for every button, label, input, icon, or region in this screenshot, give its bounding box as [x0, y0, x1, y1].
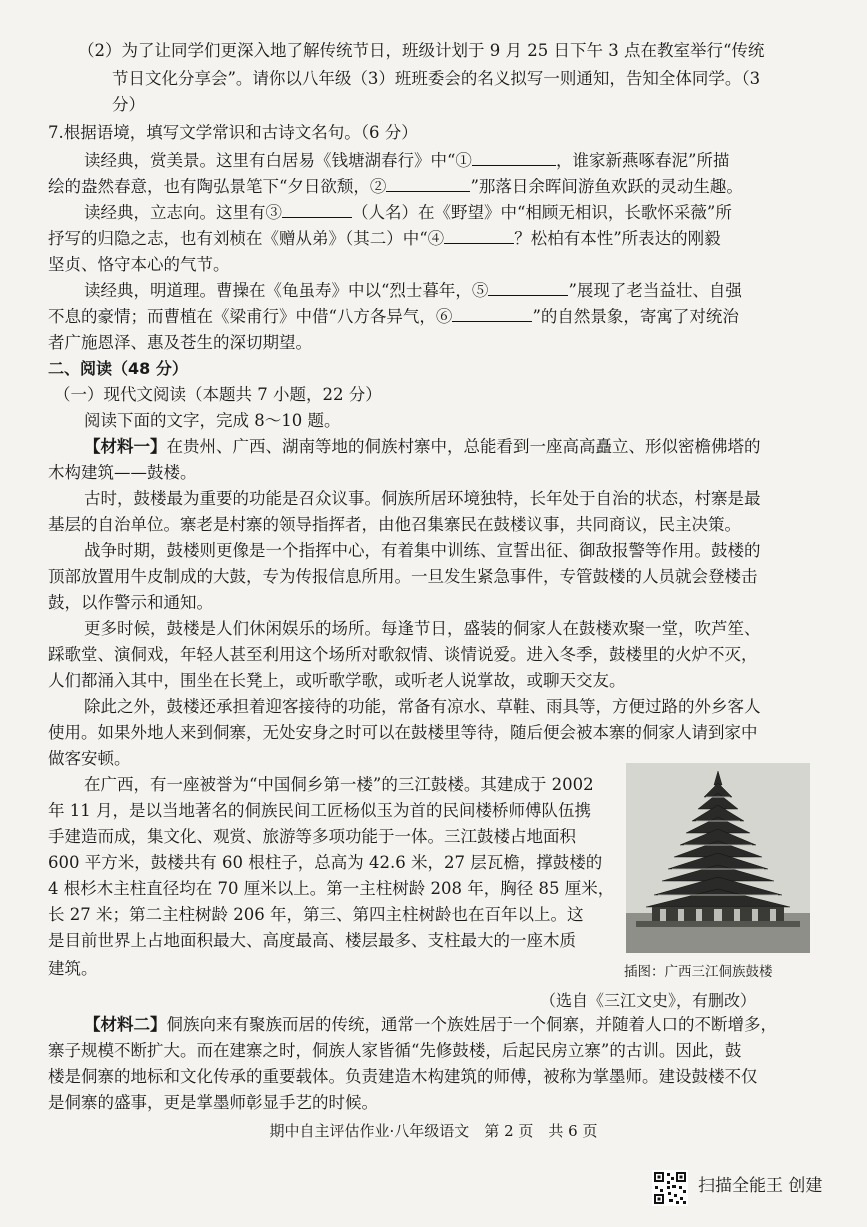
material2-text: 侗族向来有聚族而居的传统，通常一个族姓居于一个侗寨，并随着人口的不断增多， — [166, 1015, 777, 1034]
q7-p1-text-b: ，谁家新燕啄春泥”所描 — [555, 151, 730, 170]
material1-line3: 古时，鼓楼最为重要的功能是召众议事。侗族所居环境独特，长年处于自治的状态，村寨是最 — [84, 489, 761, 508]
material2-line4: 是侗寨的盛事，更是掌墨师彰显手艺的时候。 — [48, 1093, 378, 1112]
q7-p3-text-d: ”的自然景象，寄寓了对统治 — [532, 307, 739, 326]
material2-line1 — [84, 1014, 829, 1036]
material1-source: （选自《三江文史》，有删改） — [540, 991, 757, 1010]
material1-line21: 建筑。 — [48, 959, 98, 978]
material1-line17: 600 平方米，鼓楼共有 60 根柱子，总高为 42.6 米，27 层瓦檐，撑鼓楼的 — [48, 853, 603, 872]
figure-caption: 插图：广西三江侗族鼓楼 — [624, 964, 773, 980]
q6-2-line2: 节日文化分享会”。请你以八年级（3）班班委会的名义拟写一则通知，告知全体同学。（3 — [112, 69, 761, 88]
material1-line5: 战争时期，鼓楼则更像是一个指挥中心，有着集中训练、宣誓出征、御敌报警等作用。鼓楼的 — [84, 541, 761, 560]
material1-line12: 使用。如果外地人来到侗寨，无处安身之时可以在鼓楼里等待，随后便会被本寨的侗家人请到家中 — [48, 723, 758, 742]
material1-line14: 在广西，有一座被誉为“中国侗乡第一楼”的三江鼓楼。其建成于 2002 — [84, 775, 594, 794]
q6-2-line3: 分） — [112, 95, 145, 114]
material1-label: 【材料一】 — [84, 437, 167, 456]
q7-p2-line1 — [84, 202, 829, 224]
material1-line10: 人们都涌入其中，围坐在长凳上，或听歌学歌，或听老人说掌故，或聊天交友。 — [48, 671, 626, 690]
drum-tower-illustration — [626, 763, 810, 953]
material1-text: 在贵州、广西、湖南等地的侗族村寨中，总能看到一座高高矗立、形似密檐佛塔的 — [166, 437, 761, 456]
section-subtitle: （一）现代文阅读（本题共 7 小题，22 分） — [54, 385, 382, 404]
q7-p2-line3: 坚贞、恪守本心的气节。 — [48, 255, 230, 274]
q7-p2-text-b: （人名）在《野望》中“相顾无相识，长歌怀采薇”所 — [352, 203, 732, 222]
q7-p3-line1 — [84, 280, 829, 302]
answer-blank-3[interactable] — [282, 202, 352, 218]
material1-line8: 更多时候，鼓楼是人们休闲娱乐的场所。每逢节日，盛装的侗家人在鼓楼欢聚一堂，吹芦笙、 — [84, 619, 761, 638]
material1-line6: 顶部放置用牛皮制成的大鼓，专为传报信息所用。一旦发生紧急事件，专管鼓楼的人员就会登楼击 — [48, 567, 758, 586]
material2-line3: 楼是侗寨的地标和文化传承的重要载体。负责建造木构建筑的师傅，被称为掌墨师。建设鼓楼不仅 — [48, 1067, 758, 1086]
answer-blank-1[interactable] — [472, 150, 556, 166]
material2-label: 【材料二】 — [84, 1015, 167, 1034]
section-title: 二、阅读（48 分） — [48, 359, 188, 378]
answer-blank-5[interactable] — [488, 280, 568, 296]
material2-line2: 寨子规模不断扩大。而在建寨之时，侗族人家皆循“先修鼓楼，后起民房立寨”的古训。因此，鼓 — [48, 1041, 742, 1060]
q7-p1-text-d: ”那落日余晖间游鱼欢跃的灵动生趣。 — [470, 177, 743, 196]
q7-p3-line2 — [48, 306, 829, 328]
q6-2-line1: （2）为了让同学们更深入地了解传统节日，班级计划于 9 月 25 日下午 3 点在教室举行“传统 — [78, 41, 765, 60]
material1-line9: 踩歌堂、演侗戏，年轻人甚至利用这个场所对歌叙情、谈情说爱。进入冬季，鼓楼里的火炉不灭， — [48, 645, 758, 664]
q7-p3-text-c: 不息的豪情；而曹植在《梁甫行》中借“八方各异气，⑥ — [48, 307, 453, 326]
material1-line4: 基层的自治单位。寨老是村寨的领导指挥者，由他召集寨民在鼓楼议事，共同商议，民主决策。 — [48, 515, 741, 534]
q7-p3-line3: 者广施恩泽、惠及苍生的深切期望。 — [48, 333, 312, 352]
q7-p1-text-a: 读经典，赏美景。这里有白居易《钱塘湖春行》中“① — [84, 151, 472, 170]
material1-line13: 做客安顿。 — [48, 749, 131, 768]
q7-p1-line2 — [48, 176, 829, 198]
q7-p2-text-a: 读经典，立志向。这里有③ — [84, 203, 282, 222]
q7-title: 7.根据语境，填写文学常识和古诗文名句。（6 分） — [48, 123, 418, 142]
page-footer: 期中自主评估作业·八年级语文 第 2 页 共 6 页 — [269, 1122, 598, 1140]
material1-line16: 手建造而成，集文化、观赏、旅游等多项功能于一体。三江鼓楼占地面积 — [48, 827, 576, 846]
q7-p1-text-c: 绘的盎然春意，也有陶弘景笔下“夕日欲颓，② — [48, 177, 387, 196]
q7-p3-text-a: 读经典，明道理。曹操在《龟虽寿》中以“烈士暮年，⑤ — [84, 281, 489, 300]
material1-line1 — [84, 436, 829, 458]
qr-code-icon — [652, 1170, 688, 1206]
material1-line15: 年 11 月，是以当地著名的侗族民间工匠杨似玉为首的民间楼桥师傅队伍携 — [48, 801, 591, 820]
q7-p2-line2 — [48, 228, 829, 250]
material1-line19: 长 27 米；第二主柱树龄 206 年，第三、第四主柱树龄也在百年以上。这 — [48, 905, 584, 924]
answer-blank-6[interactable] — [452, 306, 532, 322]
reading-instruction: 阅读下面的文字，完成 8～10 题。 — [84, 411, 341, 430]
material1-line20: 是目前世界上占地面积最大、高度最高、楼层最多、支柱最大的一座木质 — [48, 931, 576, 950]
material1-line18: 4 根杉木主柱直径均在 70 厘米以上。第一主柱树龄 208 年，胸径 85 厘米， — [48, 879, 615, 898]
q7-p3-text-b: ”展现了老当益壮、自强 — [568, 281, 742, 300]
material1-line2: 木构建筑——鼓楼。 — [48, 463, 197, 482]
q7-p2-text-c: 抒写的归隐之志，也有刘桢在《赠从弟》（其二）中“④ — [48, 229, 445, 248]
q7-p1-line1 — [84, 150, 829, 172]
scanner-watermark: 扫描全能王 创建 — [698, 1176, 823, 1196]
answer-blank-4[interactable] — [444, 228, 514, 244]
material1-line11: 除此之外，鼓楼还承担着迎客接待的功能，常备有凉水、草鞋、雨具等，方便过路的外乡客人 — [84, 697, 761, 716]
material1-line7: 鼓，以作警示和通知。 — [48, 593, 213, 612]
q7-p2-text-d: ？松柏有本性”所表达的刚毅 — [514, 229, 721, 248]
answer-blank-2[interactable] — [386, 176, 470, 192]
